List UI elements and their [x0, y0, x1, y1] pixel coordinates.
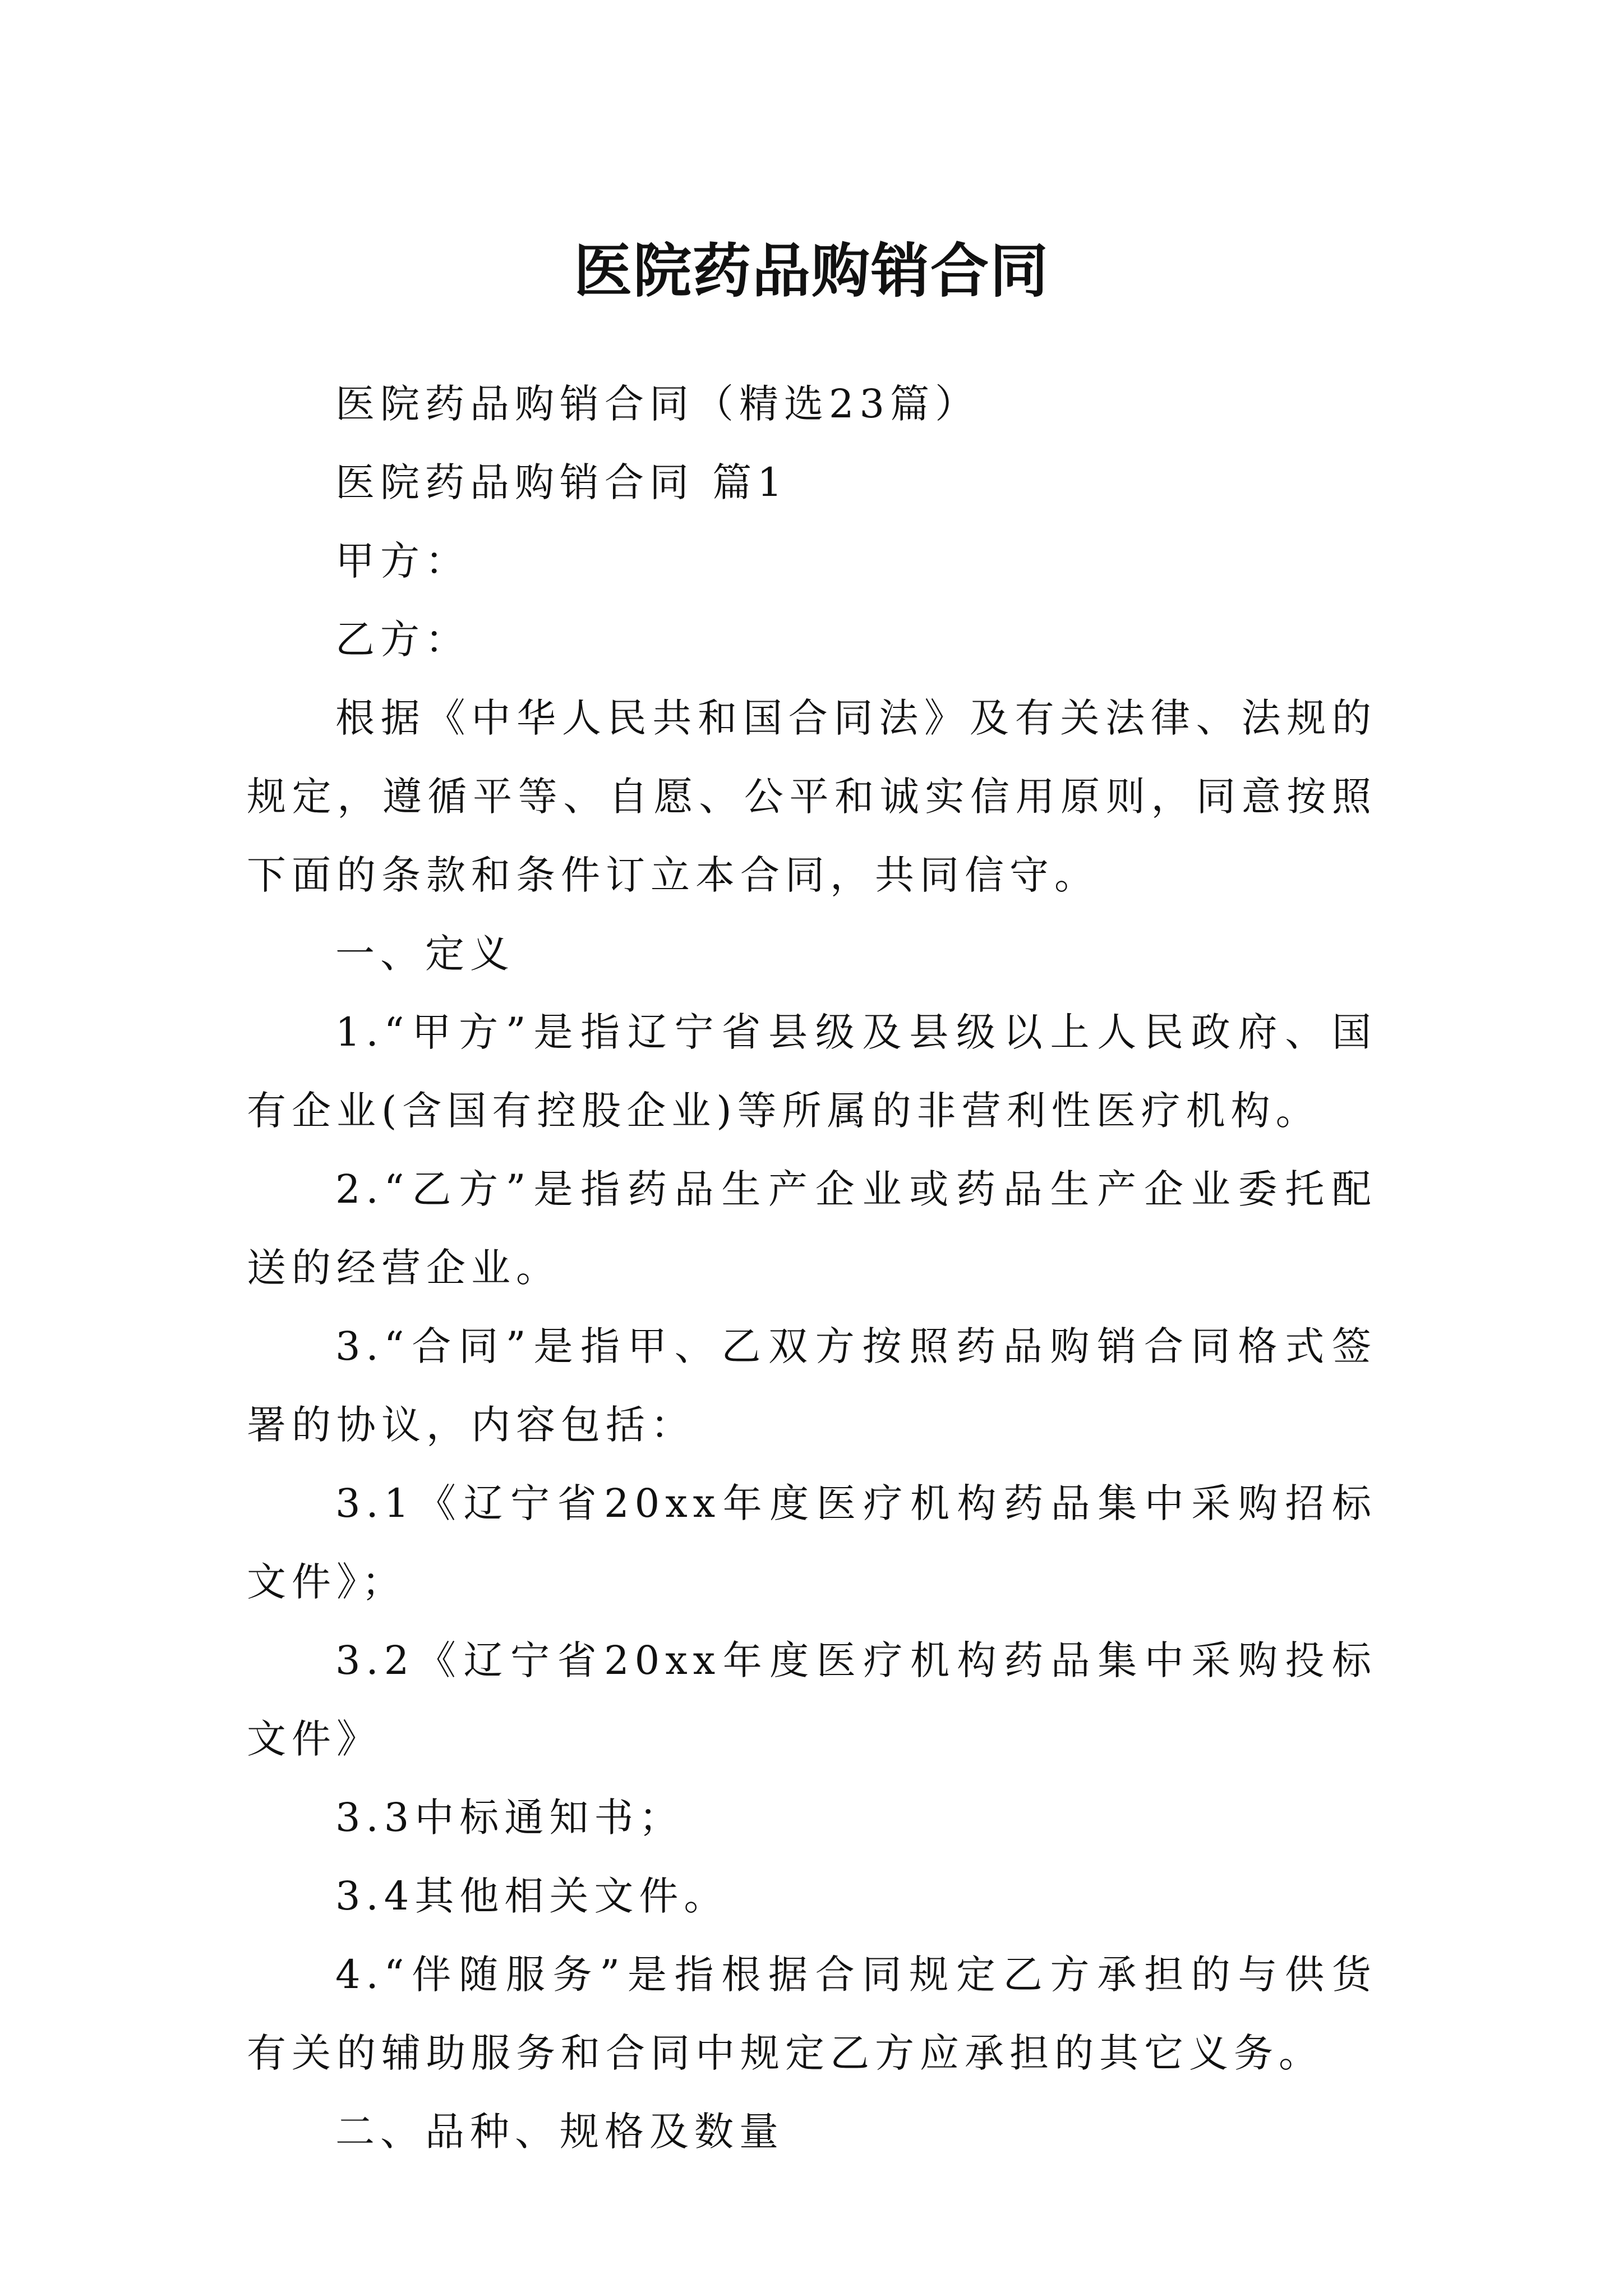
paragraph-definition-2: 2.“乙方”是指药品生产企业或药品生产企业委托配送的经营企业。	[247, 1166, 1377, 1291]
paragraph-subtitle: 医院药品购销合同（精选23篇）	[335, 381, 980, 427]
document-title: 医院药品购销合同	[573, 236, 1049, 305]
paragraph-heading-varieties: 二、品种、规格及数量	[335, 2109, 784, 2155]
document-body	[247, 365, 1377, 2171]
paragraph-party-b: 乙方：	[335, 616, 470, 662]
paragraph-definition-4: 4.“伴随服务”是指根据合同规定乙方承担的与供货有关的辅助服务和合同中规定乙方应承担的其它义务。	[247, 1952, 1377, 2076]
paragraph-party-a: 甲方：	[335, 538, 470, 584]
paragraph-definition-1: 1.“甲方”是指辽宁省县级及县级以上人民政府、国有企业(含国有控股企业)等所属的非营利性医疗机构。	[247, 1009, 1377, 1134]
paragraph-section-heading: 医院药品购销合同 篇1	[335, 459, 788, 505]
paragraph-item-3-1: 3.1《辽宁省20xx年度医疗机构药品集中采购招标文件》；	[247, 1480, 1377, 1605]
paragraph-preamble: 根据《中华人民共和国合同法》及有关法律、法规的规定，遵循平等、自愿、公平和诚实信用原则，同意按照下面的条款和条件订立本合同，共同信守。	[247, 695, 1377, 898]
paragraph-definition-3: 3.“合同”是指甲、乙双方按照药品购销合同格式签署的协议，内容包括：	[247, 1323, 1377, 1448]
paragraph-item-3-4: 3.4其他相关文件。	[335, 1873, 729, 1919]
paragraph-item-3-2: 3.2《辽宁省20xx年度医疗机构药品集中采购投标文件》	[247, 1637, 1377, 1762]
paragraph-item-3-3: 3.3中标通知书；	[335, 1795, 684, 1841]
paragraph-heading-definitions: 一、定义	[335, 931, 515, 977]
